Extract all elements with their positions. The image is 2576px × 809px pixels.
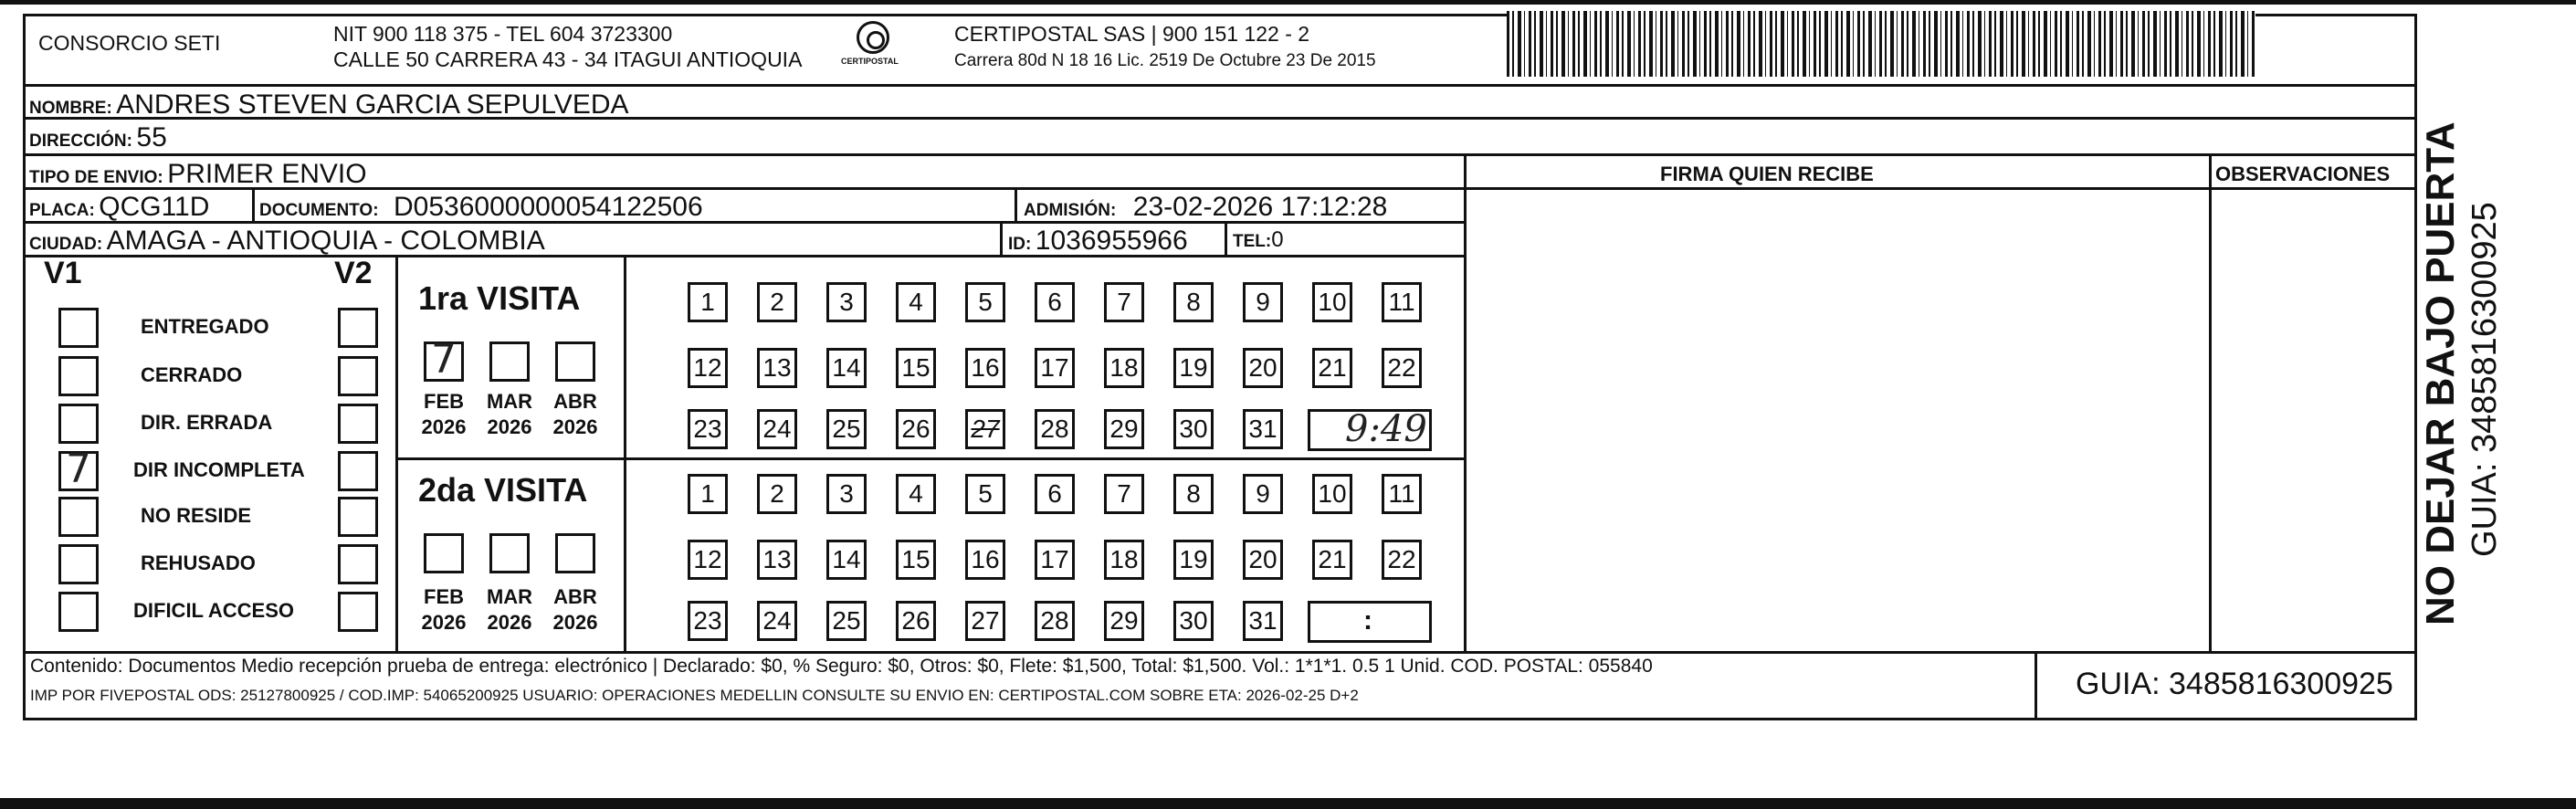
- ciudad-field: [29, 226, 545, 257]
- bottom-edge-bar: [0, 798, 2576, 809]
- admision-label: ADMISIÓN:: [1024, 201, 1117, 220]
- month-year: 2026: [552, 611, 598, 634]
- v1-checkbox[interactable]: [58, 497, 99, 537]
- v1-checkbox[interactable]: [58, 308, 99, 348]
- second-visit-day[interactable]: 17: [1035, 540, 1075, 580]
- second-visit-day[interactable]: 26: [896, 601, 936, 641]
- reason-label: DIFICIL ACCESO: [133, 599, 295, 622]
- license-line: Carrera 80d N 18 16 Lic. 2519 De Octubre 23 De 2015: [954, 51, 1376, 70]
- nombre-label: NOMBRE:: [29, 99, 112, 118]
- guia-vertical: GUIA: 3485816300925: [2466, 202, 2504, 557]
- v2-checkbox[interactable]: [338, 451, 378, 491]
- second-visit-day[interactable]: 19: [1173, 540, 1214, 580]
- second-visit-day[interactable]: 14: [826, 540, 867, 580]
- month-label: [415, 584, 473, 636]
- first-visit-day[interactable]: 24: [757, 409, 797, 449]
- v2-checkbox[interactable]: [338, 308, 378, 348]
- second-visit-day[interactable]: 1: [688, 474, 728, 514]
- v2-checkbox[interactable]: [338, 497, 378, 537]
- documento-field: [259, 192, 703, 223]
- contenido-line: Contenido: Documentos Medio recepción prueba de entrega: electrónico | Declarado: $0, % Seguro: $0, Otros: $0, Flete: $1,500, Total: $1,500. Vol.: 1*1*1. 0.5 1 Unid. COD. POSTAL: 055840: [30, 656, 1653, 677]
- direccion-field: [29, 122, 167, 153]
- reason-label: ENTREGADO: [141, 315, 269, 338]
- second-visit-time: :: [1363, 605, 1372, 636]
- first-visit-day[interactable]: 21: [1312, 348, 1352, 388]
- footer-guia: GUIA: 3485816300925: [2076, 667, 2393, 701]
- second-visit-day[interactable]: 29: [1104, 601, 1144, 641]
- month-label: [546, 584, 605, 636]
- reason-label: REHUSADO: [141, 552, 256, 574]
- carrier-line: CERTIPOSTAL SAS | 900 151 122 - 2: [954, 22, 1310, 46]
- v1-checkbox[interactable]: [58, 544, 99, 584]
- first-visit-day[interactable]: 4: [896, 282, 936, 322]
- v1-label: V1: [44, 256, 82, 290]
- first-visit-day[interactable]: 15: [896, 348, 936, 388]
- first-visit-time-box: [1308, 409, 1432, 451]
- tel-field: [1233, 227, 1284, 253]
- observaciones-label: OBSERVACIONES: [2215, 163, 2391, 185]
- first-visit-title: 1ra VISITA: [418, 279, 581, 317]
- id-field: [1008, 226, 1188, 257]
- v2-checkbox[interactable]: [338, 592, 378, 632]
- placa-field: [29, 192, 209, 223]
- first-visit-day[interactable]: 7: [1104, 282, 1144, 322]
- month-label: [415, 389, 473, 440]
- second-visit-day[interactable]: 8: [1173, 474, 1214, 514]
- second-visit-day[interactable]: 24: [757, 601, 797, 641]
- placa-value: QCG11D: [99, 192, 210, 222]
- tipo-envio-label: TIPO DE ENVIO:: [29, 168, 163, 187]
- month-name: ABR: [553, 585, 597, 608]
- barcode: [1507, 11, 2255, 77]
- shipping-label-frame: [23, 14, 2417, 720]
- direccion-value: 55: [136, 122, 167, 152]
- second-visit-day[interactable]: 3: [826, 474, 867, 514]
- second-visit-day[interactable]: 30: [1173, 601, 1214, 641]
- second-visit-time-box: [1308, 601, 1432, 643]
- second-visit-day[interactable]: 22: [1382, 540, 1422, 580]
- imp-line: IMP POR FIVEPOSTAL ODS: 25127800925 / COD.IMP: 54065200925 USUARIO: OPERACIONES MEDELLIN CONSULTE SU ENVIO EN: CERTIPOSTAL.COM SOBRE ETA: 2026-02-25 D+2: [30, 687, 1359, 704]
- tel-label: TEL:: [1233, 232, 1272, 251]
- month-label: [546, 389, 605, 440]
- first-visit-day[interactable]: 6: [1035, 282, 1075, 322]
- v1-checkbox[interactable]: [58, 356, 99, 396]
- address-line: CALLE 50 CARRERA 43 - 34 ITAGUI ANTIOQUIA: [333, 47, 803, 71]
- month-checkbox[interactable]: [489, 533, 530, 573]
- first-visit-day[interactable]: 25: [826, 409, 867, 449]
- first-visit-day[interactable]: 31: [1243, 409, 1283, 449]
- first-visit-day[interactable]: 5: [965, 282, 1005, 322]
- first-visit-day[interactable]: 11: [1382, 282, 1422, 322]
- nombre-value: ANDRES STEVEN GARCIA SEPULVEDA: [116, 89, 629, 120]
- nombre-field: [29, 89, 629, 121]
- first-visit-day[interactable]: 12: [688, 348, 728, 388]
- direccion-label: DIRECCIÓN:: [29, 131, 132, 151]
- v2-checkbox[interactable]: [338, 544, 378, 584]
- v1-checkbox[interactable]: [58, 592, 99, 632]
- second-visit-day[interactable]: 15: [896, 540, 936, 580]
- v1-checkbox[interactable]: [58, 446, 99, 492]
- month-checkbox[interactable]: [489, 341, 530, 382]
- first-visit-day[interactable]: 18: [1104, 348, 1144, 388]
- first-visit-day[interactable]: 16: [965, 348, 1005, 388]
- month-checkbox[interactable]: [555, 533, 595, 573]
- first-visit-day[interactable]: 14: [826, 348, 867, 388]
- first-visit-day[interactable]: 8: [1173, 282, 1214, 322]
- second-visit-day[interactable]: 11: [1382, 474, 1422, 514]
- first-visit-day[interactable]: 17: [1035, 348, 1075, 388]
- first-visit-day[interactable]: 2: [757, 282, 797, 322]
- certipostal-logo-icon: [857, 21, 889, 54]
- month-name: MAR: [486, 390, 533, 413]
- nit-line: NIT 900 118 375 - TEL 604 3723300: [333, 22, 673, 46]
- warning-vertical: NO DEJAR BAJO PUERTA: [2418, 121, 2463, 625]
- reason-label: DIR INCOMPLETA: [133, 458, 305, 481]
- second-visit-day[interactable]: 7: [1104, 474, 1144, 514]
- second-visit-day[interactable]: 13: [757, 540, 797, 580]
- month-year: 2026: [487, 611, 532, 634]
- tel-value: 0: [1271, 227, 1284, 252]
- v2-checkbox[interactable]: [338, 356, 378, 396]
- first-visit-day[interactable]: 26: [896, 409, 936, 449]
- first-visit-day[interactable]: 10: [1312, 282, 1352, 322]
- second-visit-day[interactable]: 6: [1035, 474, 1075, 514]
- first-visit-day[interactable]: 20: [1243, 348, 1283, 388]
- handwritten-check-icon: 7: [66, 446, 91, 492]
- second-visit-day[interactable]: 10: [1312, 474, 1352, 514]
- second-visit-title: 2da VISITA: [418, 471, 588, 509]
- month-checkbox[interactable]: [555, 341, 595, 382]
- admision-field: [1024, 192, 1387, 223]
- first-visit-day[interactable]: 29: [1104, 409, 1144, 449]
- id-label: ID:: [1008, 235, 1032, 254]
- month-label: [480, 584, 539, 636]
- documento-value: D0536000000054122506: [394, 192, 703, 222]
- month-year: 2026: [421, 611, 467, 634]
- id-value: 1036955966: [1035, 226, 1188, 256]
- placa-label: PLACA:: [29, 201, 95, 220]
- documento-label: DOCUMENTO:: [259, 201, 379, 220]
- first-visit-day[interactable]: 27: [965, 409, 1005, 449]
- second-visit-day[interactable]: 28: [1035, 601, 1075, 641]
- reason-label: DIR. ERRADA: [141, 411, 273, 434]
- top-edge-bar: [0, 0, 2576, 5]
- second-visit-day[interactable]: 27: [965, 601, 1005, 641]
- first-visit-day[interactable]: 19: [1173, 348, 1214, 388]
- second-visit-day[interactable]: 31: [1243, 601, 1283, 641]
- tipo-envio-value: PRIMER ENVIO: [167, 159, 367, 189]
- month-name: FEB: [424, 390, 464, 413]
- month-year: 2026: [421, 415, 467, 438]
- first-visit-time: 9:49: [1345, 408, 1427, 450]
- admision-value: 23-02-2026 17:12:28: [1132, 192, 1388, 222]
- firma-label: FIRMA QUIEN RECIBE: [1660, 163, 1874, 185]
- second-visit-day[interactable]: 12: [688, 540, 728, 580]
- logo-text: CERTIPOSTAL: [841, 57, 899, 66]
- handwritten-check-icon: 7: [431, 336, 457, 383]
- second-visit-day[interactable]: 9: [1243, 474, 1283, 514]
- v2-checkbox[interactable]: [338, 404, 378, 444]
- ciudad-value: AMAGA - ANTIOQUIA - COLOMBIA: [106, 226, 545, 256]
- ciudad-label: CIUDAD:: [29, 235, 103, 254]
- first-visit-day[interactable]: 30: [1173, 409, 1214, 449]
- month-name: ABR: [553, 390, 597, 413]
- second-visit-day[interactable]: 23: [688, 601, 728, 641]
- second-visit-day[interactable]: 25: [826, 601, 867, 641]
- reason-label: CERRADO: [141, 363, 243, 386]
- first-visit-day[interactable]: 3: [826, 282, 867, 322]
- reason-label: NO RESIDE: [141, 504, 252, 527]
- month-name: MAR: [486, 585, 533, 608]
- v2-label: V2: [334, 256, 373, 290]
- second-visit-day[interactable]: 18: [1104, 540, 1144, 580]
- month-year: 2026: [487, 415, 532, 438]
- first-visit-day[interactable]: 28: [1035, 409, 1075, 449]
- v1-checkbox[interactable]: [58, 404, 99, 444]
- company-name: CONSORCIO SETI: [38, 31, 221, 55]
- month-year: 2026: [552, 415, 598, 438]
- second-visit-day[interactable]: 4: [896, 474, 936, 514]
- second-visit-day[interactable]: 2: [757, 474, 797, 514]
- first-visit-day[interactable]: 23: [688, 409, 728, 449]
- month-checkbox[interactable]: [424, 533, 464, 573]
- month-checkbox[interactable]: [424, 336, 464, 383]
- second-visit-day[interactable]: 5: [965, 474, 1005, 514]
- second-visit-day[interactable]: 20: [1243, 540, 1283, 580]
- first-visit-day[interactable]: 13: [757, 348, 797, 388]
- first-visit-day[interactable]: 9: [1243, 282, 1283, 322]
- second-visit-day[interactable]: 21: [1312, 540, 1352, 580]
- tipo-envio-field: [29, 159, 367, 190]
- first-visit-day[interactable]: 22: [1382, 348, 1422, 388]
- first-visit-day[interactable]: 1: [688, 282, 728, 322]
- month-name: FEB: [424, 585, 464, 608]
- second-visit-day[interactable]: 16: [965, 540, 1005, 580]
- month-label: [480, 389, 539, 440]
